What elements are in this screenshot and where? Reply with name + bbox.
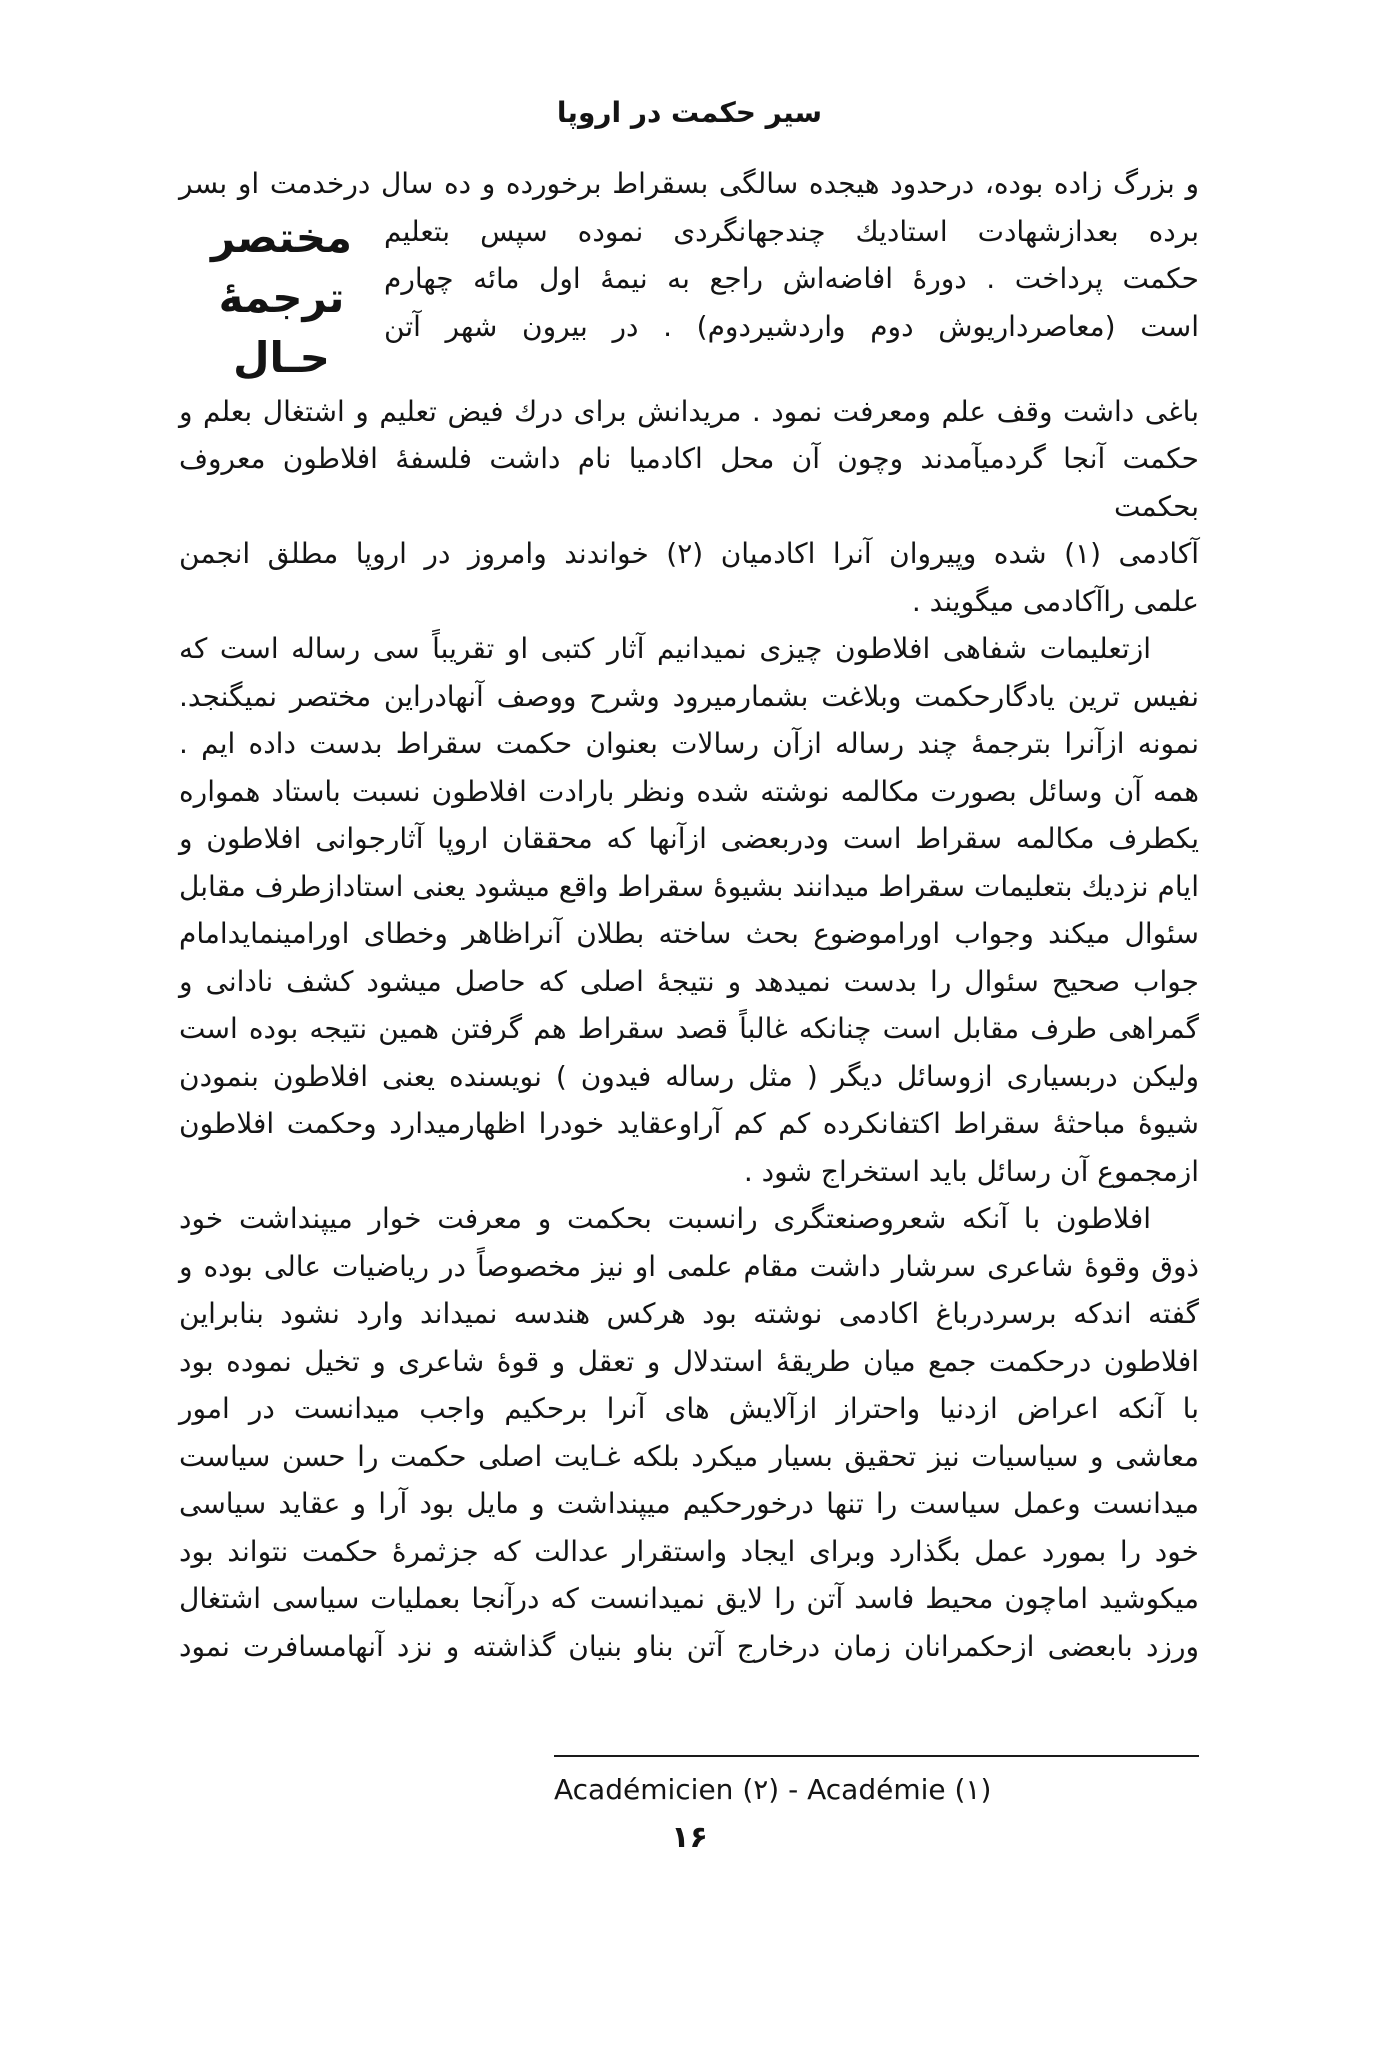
text-line: ذوق وقوهٔ شاعری سرشار داشت مقام علمی او نیز مخصوصاً در ریاضیات عالی بوده و [179,1249,1199,1283]
text-line: ازتعلیمات شفاهی افلاطون چیزی نمیدانیم آثار کتبی او تقریباً سی رساله است که [179,632,1151,665]
text-line: حکمت آنجا گردمیآمدند وچون آن محل اکادمیا نام داشت فلسفهٔ افلاطون معروف بحکمت [179,442,1199,523]
page-number: ۱۶ [671,1820,708,1855]
text-line: گفته اندکه برسردرباغ اکادمی نوشته بود هرکس هندسه نمیداند وارد نشود بنابراین [179,1297,1199,1330]
text-line: نمونه ازآنرا بترجمهٔ چند رساله ازآن رسالات بعنوان حکمت سقراط بدست داده ایم . [179,727,1199,760]
text-line: با آنکه اعراض ازدنیا واحتراز ازآلایش های آنرا برحکیم واجب میدانست در امور [179,1392,1199,1425]
text-line: معاشی و سیاسیات نیز تحقیق بسیار میکرد بلکه غـایت اصلی حکمت را حسن سیاست [179,1439,1199,1473]
intro-section [179,160,1199,208]
text-line: و بزرگ زاده بوده، درحدود هیجده سالگی بسقراط برخورده و ده سال درخدمت او بسر [179,167,1199,200]
text-line: افلاطون درحکمت جمع میان طریقهٔ استدلال و تعقل و قوهٔ شاعری و تخیل نموده بود [179,1344,1199,1378]
text-line: جواب صحیح سئوال را بدست نمیدهد و نتیجهٔ اصلی که حاصل میشود کشف نادانی و [179,964,1199,998]
text-line: آکادمی (۱) شده وپیروان آنرا اکادمیان (۲) خواندند وامروز در اروپا مطلق انجمن [179,537,1199,570]
text-line: سئوال میکند وجواب اوراموضوع بحث ساخته بطلان آنراظاهر وخطای اورامینمایدامام [179,917,1199,950]
text-line: میدانست وعمل سیاست را تنها درخورحکیم میپنداشت و مایل بود آرا و عقاید سیاسی [179,1487,1199,1520]
margin-heading-line: حـال [233,332,330,382]
body-text [179,160,1199,1670]
text-line: ازمجموع آن رسائل باید استخراج شود . [743,1154,1199,1188]
margin-heading [179,208,384,388]
text-line: است (معاصرداریوش دوم واردشیردوم) . در بیرون شهر آتن [384,309,1199,343]
text-line: گمراهی طرف مقابل است چنانکه غالباً قصد سقراط هم گرفتن همین نتیجه بوده است [179,1012,1199,1045]
text-line: نفیس ترین یادگارحکمت وبلاغت بشمارمیرود وشرح ووصف آنهادراین مختصر نمیگنجد. [179,679,1199,713]
text-line: علمی راآکادمی میگویند . [911,584,1199,618]
text-line: یکطرف مکالمه سقراط است ودربعضی ازآنها که محققان اروپا آثارجوانی افلاطون و [179,822,1199,855]
text-line: باغی داشت وقف علم ومعرفت نمود . مریدانش برای درك فیض تعلیم و اشتغال بعلم و [179,394,1199,428]
text-line: همه آن وسائل بصورت مکالمه نوشته شده ونظر بارادت افلاطون نسبت باستاد همواره [179,774,1199,808]
text-line: برده بعدازشهادت استادیك چندجهانگردی نموده سپس بتعلیم [384,214,1199,248]
margin-heading-line: مختصر ترجمهٔ [211,212,352,322]
text-line: ایام نزدیك بتعلیمات سقراط میدانند بشیوهٔ سقراط واقع میشود یعنی استادازطرف مقابل [179,869,1199,903]
text-line: شیوهٔ مباحثهٔ سقراط اکتفانکرده کم کم آراوعقاید خودرا اظهارمیدارد وحکمت افلاطون [179,1107,1199,1140]
paragraph [179,625,1199,1195]
text-line: حکمت پرداخت . دورهٔ افاضه‌اش راجع به نیمهٔ اول مائه چهارم [384,262,1199,295]
text-line: ورزد بابعضی ازحکمرانان زمان درخارج آتن بناو بنیان گذاشته و نزد آنهامسافرت نمود [179,1629,1199,1663]
intro-lines [384,208,1199,351]
footnote-rule [554,1755,1199,1757]
intro-lines [179,160,1199,208]
text-line: خود را بمورد عمل بگذارد وبرای ایجاد واستقرار عدالت که جزثمرهٔ حکمت نتواند بود [179,1534,1199,1568]
text-line: میکوشید اماچون محیط فاسد آتن را لایق نمیدانست که درآنجا بعملیات سیاسی اشتغال [179,1582,1199,1615]
paragraph [179,388,1199,626]
intro-with-side-heading [179,208,1199,388]
footnote: Académicien (۲) - Académie (۱) [554,1773,992,1806]
running-head: سیر حکمت در اروپا [556,96,823,129]
paragraph [179,1195,1199,1670]
text-line: افلاطون با آنکه شعروصنعتگری رانسبت بحکمت و معرفت خوار میپنداشت خود [179,1202,1151,1235]
text-line: ولیکن دربسیاری ازوسائل دیگر ( مثل رساله فیدون ) نویسنده یعنی افلاطون بنمودن [179,1059,1199,1093]
